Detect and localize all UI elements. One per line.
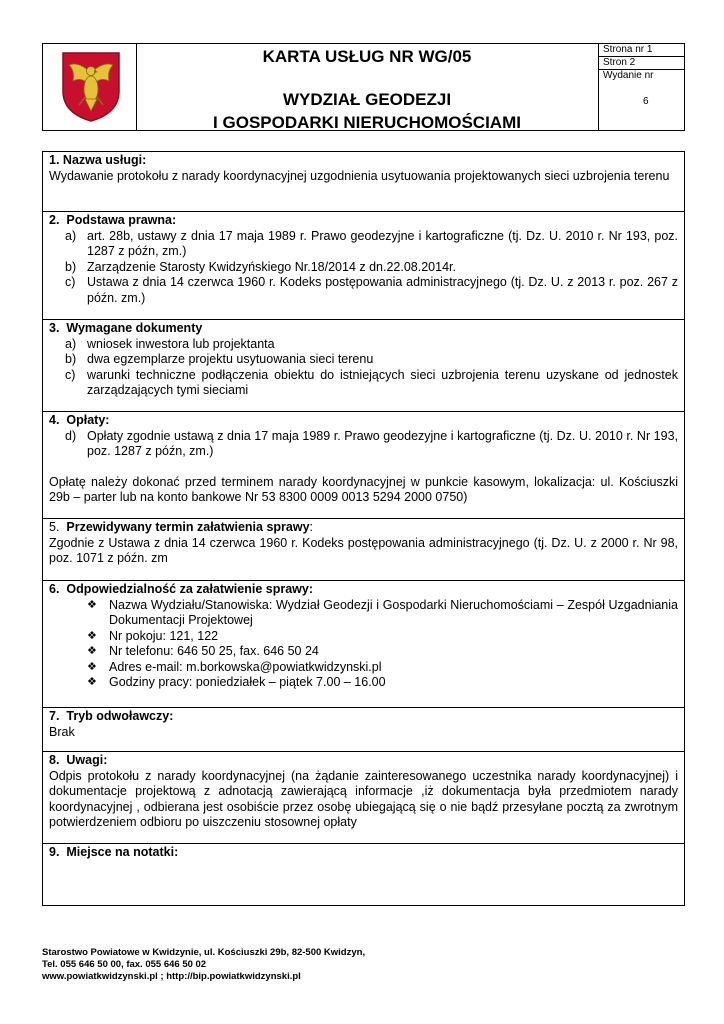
section-responsibility — [43, 581, 684, 708]
card-title: KARTA USŁUG NR WG/05 — [262, 47, 472, 66]
footer-address: Starostwo Powiatowe w Kwidzynie, ul. Kościuszki 29b, 82-500 Kwidzyn, — [42, 947, 366, 958]
diamond-bullet-icon: ❖ — [87, 629, 97, 642]
diamond-bullet-icon: ❖ — [87, 645, 97, 657]
section-notes — [43, 844, 684, 905]
section-title: Wymagane dokumenty — [66, 321, 203, 335]
section-title: Podstawa prawna: — [66, 213, 177, 227]
list-item: a) wniosek inwestora lub projektanta — [65, 336, 275, 351]
remarks-text: Odpis protokołu z narady koordynacyjnej (na żądanie zainteresowanego uczestnika narady koordynacyjnej) i dokumentacje projektową z adnotacją zawierającą informacje ,iż dokumentacja była przedmiotem narady koordynacyjnej , odbierana jest osobiście przez osobę ubiegającą się o nie bądź przesyłane pocztą za zwrotnym potwierdzeniem odbioru po uiszczeniu stosownej opłaty — [49, 768, 678, 829]
footer — [42, 947, 365, 983]
section-title: Przewidywany termin załatwienia sprawy — [66, 520, 310, 534]
department-line-1: WYDZIAŁ GEODEZJI — [282, 90, 452, 109]
logo-cell — [43, 44, 137, 130]
section-required-documents — [43, 320, 684, 412]
section-title: Opłaty: — [66, 413, 110, 427]
list-item: c) Ustawa z dnia 14 czerwca 1960 r. Kodeks postępowania administracyjnego (tj. Dz. U. z 2013 r. poz. 267 z późn. zm.) — [65, 275, 678, 305]
section-remarks — [43, 752, 684, 844]
fees-note: Opłatę należy dokonać przed terminem narady koordynacyjnej w punkcie kasowym, lokalizacja: ul. Kościuszki 29b – parter lub na konto bankowe Nr 53 8300 0009 0013 5294 2000 0750) — [49, 474, 678, 504]
section-title: Uwagi: — [66, 753, 108, 767]
section-processing-time: 5. Przewidywany termin załatwienia sprawy: Zgodnie z Ustawa z dnia 14 czerwca 1960 r. Kodeks postępowania administracyjnego (tj. Dz. U. z 2000 r. Nr 98, poz. 1071 z późn. zm — [43, 519, 684, 581]
section-legal-basis — [43, 212, 684, 320]
footer-phone: Tel. 055 646 50 00, fax. 055 646 50 02 — [42, 959, 207, 970]
section-fees — [43, 412, 684, 519]
section-number: 3. — [49, 321, 60, 335]
list-item: a) art. 28b, ustawy z dnia 17 maja 1989 r. Prawo geodezyjne i kartograficzne (tj. Dz. U. 2010 r. Nr 193, poz. 1287 z późn, zm.) — [65, 228, 678, 258]
list-item: ❖ Nr telefonu: 646 50 25, fax. 646 50 24 — [87, 644, 319, 658]
section-number: 2. — [49, 213, 60, 227]
service-name-text: Wydawanie protokołu z narady koordynacyjnej uzgodnienia usytuowania projektowanych sieci uzbrojenia terenu — [49, 168, 670, 183]
section-appeal-procedure — [43, 708, 684, 752]
edition-label: Wydanie nr — [603, 70, 654, 81]
section-number: 9. — [49, 845, 60, 859]
section-number: 7. — [49, 709, 60, 723]
diamond-bullet-icon: ❖ — [87, 676, 97, 688]
edition-value: 6 — [643, 96, 649, 107]
section-number: 5. — [49, 520, 60, 534]
footer-websites[interactable]: www.powiatkwidzynski.pl ; http://bip.powiatkwidzynski.pl — [42, 971, 301, 982]
section-number: 1. — [49, 153, 60, 167]
list-item: ❖ Nazwa Wydziału/Stanowiska: Wydział Geodezji i Gospodarki Nieruchomościami – Zespół Uzgadniania Dokumentacji Projektowej — [87, 597, 678, 627]
email-link[interactable]: Adres e-mail: m.borkowska@powiatkwidzynski.pl — [109, 659, 382, 674]
service-card-table — [42, 151, 685, 906]
list-item: b) dwa egzemplarze projektu usytuowania sieci terenu — [65, 352, 374, 366]
page-number: Strona nr 1 — [603, 44, 653, 55]
section-number: 8. — [49, 753, 60, 767]
section-title: Tryb odwoławczy: — [66, 709, 174, 723]
diamond-bullet-icon: ❖ — [87, 660, 97, 673]
list-item: ❖ Godziny pracy: poniedziałek – piątek 7.00 – 16.00 — [87, 675, 386, 689]
header-table — [42, 43, 685, 131]
page-count: Stron 2 — [603, 57, 636, 68]
coat-of-arms-eagle-icon — [61, 51, 121, 123]
section-service-name — [43, 152, 684, 212]
list-item: b) Zarządzenie Starosty Kwidzyńskiego Nr.18/2014 z dn.22.08.2014r. — [65, 259, 456, 274]
diamond-bullet-icon: ❖ — [87, 598, 97, 611]
section-title: Odpowiedzialność za załatwienie sprawy: — [66, 582, 313, 596]
processing-time-text: Zgodnie z Ustawa z dnia 14 czerwca 1960 r. Kodeks postępowania administracyjnego (tj. Dz. U. z 2000 r. Nr 98, poz. 1071 z późn. zm — [49, 535, 678, 565]
department-line-2: I GOSPODARKI NIERUCHOMOŚCIAMI — [213, 113, 521, 132]
section-number: 4. — [49, 413, 60, 427]
appeal-text: Brak — [49, 724, 75, 739]
list-item: ❖ Nr pokoju: 121, 122 — [87, 628, 219, 643]
list-item: c) warunki techniczne podłączenia obiektu do istniejących sieci uzbrojenia terenu uzyskane od jednostek zarządzających tymi sieciami — [65, 367, 678, 397]
list-item: d) Opłaty zgodnie ustawą z dnia 17 maja 1989 r. Prawo geodezyjne i kartograficzne (tj. Dz. U. 2010 r. Nr 193, poz. 1287 z późn, zm.) — [65, 428, 678, 458]
section-number: 6. — [49, 582, 60, 596]
section-title: Nazwa usługi: — [62, 153, 147, 167]
meta-cell — [599, 44, 684, 130]
title-cell — [136, 44, 599, 130]
section-title: Miejsce na notatki: — [66, 845, 179, 859]
list-item — [49, 660, 678, 676]
